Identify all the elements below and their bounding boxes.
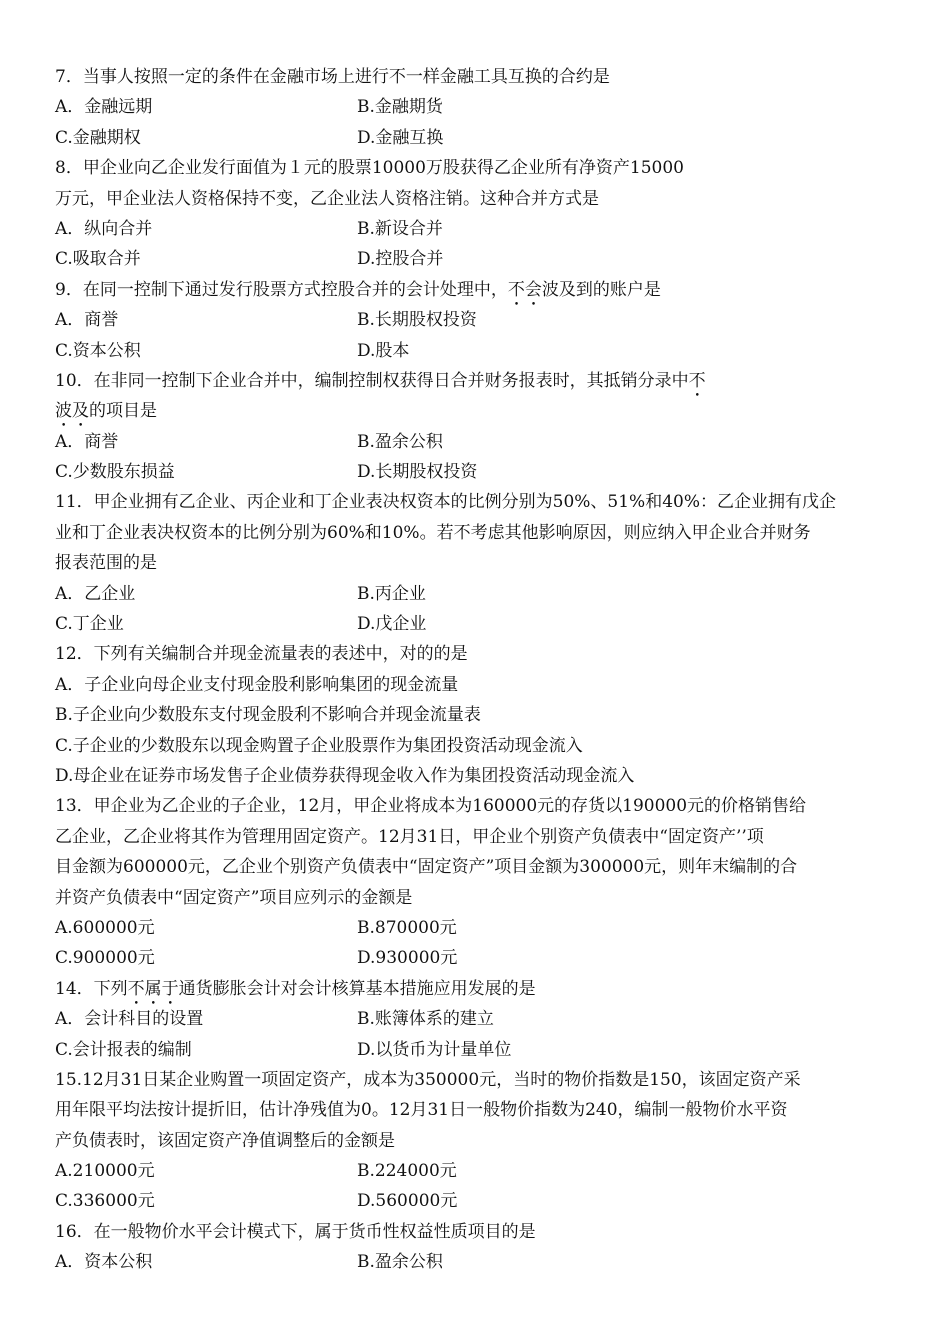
question-9-option-d: D.股本	[357, 340, 410, 361]
question-15-option-a: A.210000元	[55, 1161, 155, 1182]
question-9-stem-post: 波及到的账户是	[541, 279, 661, 300]
question-8-options-row1	[55, 214, 905, 244]
question-10-option-b: B.盈余公积	[357, 431, 443, 452]
question-10-options-row1	[55, 427, 905, 457]
question-8-option-a: A．纵向合并	[55, 218, 153, 239]
question-10-stem-post: 的项目是	[89, 401, 157, 422]
question-7-option-d: D.金融互换	[357, 127, 444, 148]
question-10-option-d: D.长期股权投资	[357, 462, 478, 483]
question-9-option-a: A．商誉	[55, 310, 119, 331]
question-15-stem-line3: 产负债表时，该固定资产净值调整后的金额是	[55, 1130, 395, 1151]
question-16-stem: 16．在一般物价水平会计模式下，属于货币性权益性质项目的是	[55, 1221, 536, 1242]
question-15-options-row2	[55, 1186, 905, 1216]
question-14-stem-emphasis: 不属于	[127, 978, 179, 999]
question-14-stem-post: 通货膨胀会计对会计核算基本措施应用发展的是	[178, 978, 536, 999]
question-8-options-row2	[55, 244, 905, 274]
question-14-option-b: B.账簿体系的建立	[357, 1009, 494, 1030]
question-11-stem-line1: 11．甲企业拥有乙企业、丙企业和丁企业表决权资本的比例分别为50%、51%和40%：乙企业拥有戊企	[55, 492, 836, 513]
question-13-option-a: A.600000元	[55, 917, 155, 938]
question-11-options-row1	[55, 579, 905, 609]
question-8-option-c: C.吸取合并	[55, 249, 141, 270]
question-7-option-a: A．金融远期	[55, 97, 153, 118]
exam-page	[55, 62, 905, 1278]
question-10-stem-line1	[55, 366, 905, 396]
question-10-stem-emphasis-2: 波及	[55, 401, 89, 422]
question-9-option-b: B.长期股权投资	[357, 310, 477, 331]
question-13-stem-line2: 乙企业，乙企业将其作为管理用固定资产。12月31日，甲企业个别资产负债表中“固定资产’’项	[55, 826, 764, 847]
question-9-options-row1	[55, 305, 905, 335]
question-16-option-b: B.盈余公积	[357, 1252, 443, 1273]
question-11-options-row2	[55, 609, 905, 639]
question-10-stem-line2	[55, 396, 905, 426]
question-13-stem-line4: 并资产负债表中“固定资产”项目应列示的金额是	[55, 887, 413, 908]
question-13-option-b: B.870000元	[357, 917, 457, 938]
question-9-stem	[55, 275, 905, 305]
question-8-stem-line2: 万元，甲企业法人资格保持不变，乙企业法人资格注销。这种合并方式是	[55, 188, 599, 209]
question-9-options-row2	[55, 336, 905, 366]
question-14-stem-pre: 14．下列	[55, 978, 128, 999]
question-11-stem-line2: 业和丁企业表决权资本的比例分别为60%和10%。若不考虑其他影响原因，则应纳入甲企业合并财务	[55, 522, 811, 543]
question-7-options-row2	[55, 123, 905, 153]
question-10-options-row2	[55, 457, 905, 487]
question-13-options-row1	[55, 913, 905, 943]
question-12-option-a: A．子企业向母企业支付现金股利影响集团的现金流量	[55, 674, 459, 695]
question-11-option-c: C.丁企业	[55, 614, 124, 635]
question-13-option-d: D.930000元	[357, 948, 458, 969]
question-14-stem	[55, 974, 905, 1004]
question-11-option-a: A．乙企业	[55, 583, 136, 604]
question-9-option-c: C.资本公积	[55, 340, 141, 361]
question-10-stem-pre: 10．在非同一控制下企业合并中，编制控制权获得日合并财务报表时，其抵销分录中	[55, 370, 689, 391]
question-7-option-b: B.金融期货	[357, 97, 443, 118]
question-10-option-c: C.少数股东损益	[55, 462, 175, 483]
question-15-option-b: B.224000元	[357, 1161, 457, 1182]
question-8-option-d: D.控股合并	[357, 249, 444, 270]
question-11-option-b: B.丙企业	[357, 583, 426, 604]
question-7-stem: 7．当事人按照一定的条件在金融市场上进行不一样金融工具互换的合约是	[55, 67, 610, 87]
question-12-option-d: D.母企业在证券市场发售子企业债券获得现金收入作为集团投资活动现金流入	[55, 765, 635, 786]
question-7-option-c: C.金融期权	[55, 127, 141, 148]
question-10-option-a: A．商誉	[55, 431, 119, 452]
question-8-stem-line1: 8．甲企业向乙企业发行面值为１元的股票10000万股获得乙企业所有净资产15000	[55, 158, 684, 179]
question-14-options-row2	[55, 1035, 905, 1065]
question-12-option-b: B.子企业向少数股东支付现金股利不影响合并现金流量表	[55, 705, 481, 726]
question-11-stem-line3: 报表范围的是	[55, 553, 157, 574]
question-12-option-c: C.子企业的少数股东以现金购置子企业股票作为集团投资活动现金流入	[55, 735, 583, 756]
question-13-option-c: C.900000元	[55, 948, 155, 969]
question-7-options-row1	[55, 92, 905, 122]
question-11-option-d: D.戊企业	[357, 614, 427, 635]
question-15-options-row1	[55, 1156, 905, 1186]
question-9-stem-emphasis: 不会	[507, 279, 542, 300]
question-15-stem-line1: 15.12月31日某企业购置一项固定资产，成本为350000元，当时的物价指数是150，该固定资产采	[55, 1069, 801, 1090]
question-10-stem-emphasis-1: 不	[688, 370, 706, 391]
question-14-option-c: C.会计报表的编制	[55, 1039, 192, 1060]
question-16-option-a: A．资本公积	[55, 1252, 153, 1273]
question-14-option-d: D.以货币为计量单位	[357, 1039, 512, 1060]
question-13-options-row2	[55, 943, 905, 973]
question-14-options-row1	[55, 1004, 905, 1034]
question-13-stem-line1: 13．甲企业为乙企业的子企业，12月，甲企业将成本为160000元的存货以190000元的价格销售给	[55, 796, 807, 817]
question-13-stem-line3: 目金额为600000元，乙企业个别资产负债表中“固定资产”项目金额为300000元，则年末编制的合	[55, 857, 798, 878]
question-15-stem-line2: 用年限平均法按计提折旧，估计净残值为0。12月31日一般物价指数为240，编制一般物价水平资	[55, 1100, 788, 1121]
question-15-option-d: D.560000元	[357, 1191, 458, 1212]
question-16-options-row1	[55, 1247, 905, 1277]
question-15-option-c: C.336000元	[55, 1191, 155, 1212]
question-14-option-a: A．会计科目的设置	[55, 1009, 204, 1030]
question-12-stem: 12．下列有关编制合并现金流量表的表述中，对的的是	[55, 644, 468, 665]
question-8-option-b: B.新设合并	[357, 218, 443, 239]
question-9-stem-pre: 9．在同一控制下通过发行股票方式控股合并的会计处理中，	[55, 279, 508, 300]
